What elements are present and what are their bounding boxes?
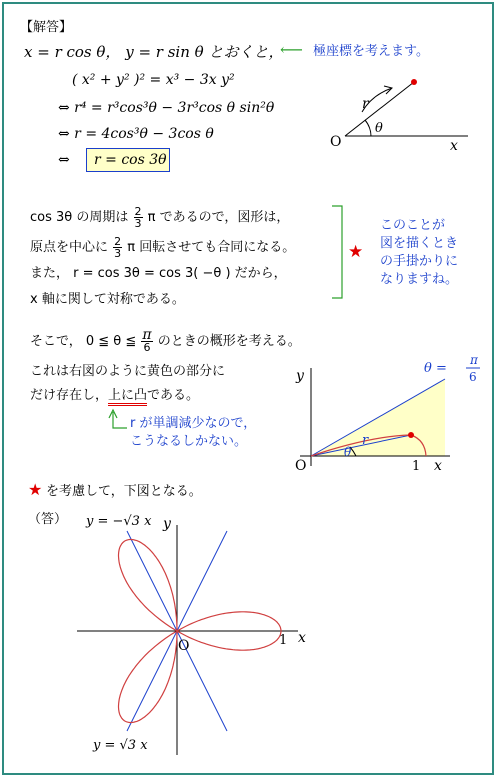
fig2-y: y — [296, 368, 304, 384]
hint-note-2: 図を描くとき — [380, 236, 459, 251]
bracket-icon — [332, 206, 342, 298]
fig2-theta-eq: θ = — [424, 361, 447, 376]
figure-polar-coordinates — [330, 79, 468, 154]
figure-sector — [295, 353, 480, 474]
decr-note-1: r が単調減少なので， — [130, 416, 257, 431]
star-icon: ★ — [348, 242, 364, 262]
fig1-theta: θ — [375, 121, 383, 136]
fig1-r: r — [362, 96, 369, 112]
fig2-origin: O — [295, 458, 307, 474]
fig1-x: x — [450, 138, 458, 154]
rotate-line: 原点を中心に $\frac{2}{3}$ π 回転させても合同になる。 — [30, 235, 296, 260]
eq-substituted: ⇔ r⁴ = r³cos³θ − 3r³cos θ sin²θ — [58, 100, 275, 116]
eq-result-prefix: ⇔ — [58, 152, 70, 168]
symmetry-line-1: また， r = cos 3θ = cos 3( −θ ) だから， — [30, 266, 287, 281]
note-polar: 極座標を考えます。 — [313, 44, 429, 59]
fig3-line-upper: y = −√3 x — [86, 514, 152, 529]
fig2-x: x — [434, 458, 442, 474]
fig3-origin: O — [178, 638, 190, 654]
hint-note-4: なりますね。 — [380, 272, 459, 287]
fig3-y: y — [163, 516, 171, 532]
line-substitution: x = r cos θ， y = r sin θ とおくと， — [24, 43, 284, 61]
fig3-x: x — [298, 630, 306, 646]
symmetry-line-2: x 軸に関して対称である。 — [30, 292, 185, 307]
star-icon-2: ★ — [28, 480, 43, 499]
concave-down-text: 上に凸 — [108, 388, 147, 406]
fig1-origin: O — [330, 134, 342, 150]
figure-rose — [77, 514, 306, 755]
conclusion-line: を考慮して，下図となる。 — [46, 484, 202, 499]
region-line-1: これは右図のように黄色の部分に — [30, 364, 226, 379]
fig2-theta: θ — [344, 445, 352, 459]
period-line: cos 3θ の周期は $\frac{2}{3}$ π であるので，図形は， — [30, 205, 290, 230]
hint-note-1: このことが — [380, 218, 446, 233]
heading: 【解答】 — [20, 20, 73, 35]
fig2-pi: π — [470, 353, 478, 367]
eq-original: ( x² + y² )² = x³ − 3x y² — [72, 72, 235, 88]
range-line: そこで， 0 ≦ θ ≦ $\frac{\pi}{6}$ のときの概形を考える。 — [30, 327, 301, 354]
fig2-r: r — [362, 433, 369, 448]
fig3-line-lower: y = √3 x — [93, 738, 148, 753]
point-marker — [411, 79, 417, 85]
answer-label: （答） — [28, 512, 68, 527]
eq-simplified: ⇔ r = 4cos³θ − 3cos θ — [58, 126, 214, 142]
fig3-one: 1 — [279, 633, 288, 648]
region-line-2: だけ存在し，上に凸である。 — [30, 388, 199, 404]
arrow-left-icon: ⟵ — [280, 40, 303, 59]
fig2-one: 1 — [412, 459, 421, 474]
eq-result: r = cos 3θ — [94, 152, 167, 168]
fig2-six: 6 — [469, 370, 477, 384]
decr-note-2: こうなるしかない。 — [130, 434, 248, 449]
hint-note-3: の手掛かりに — [380, 254, 459, 269]
